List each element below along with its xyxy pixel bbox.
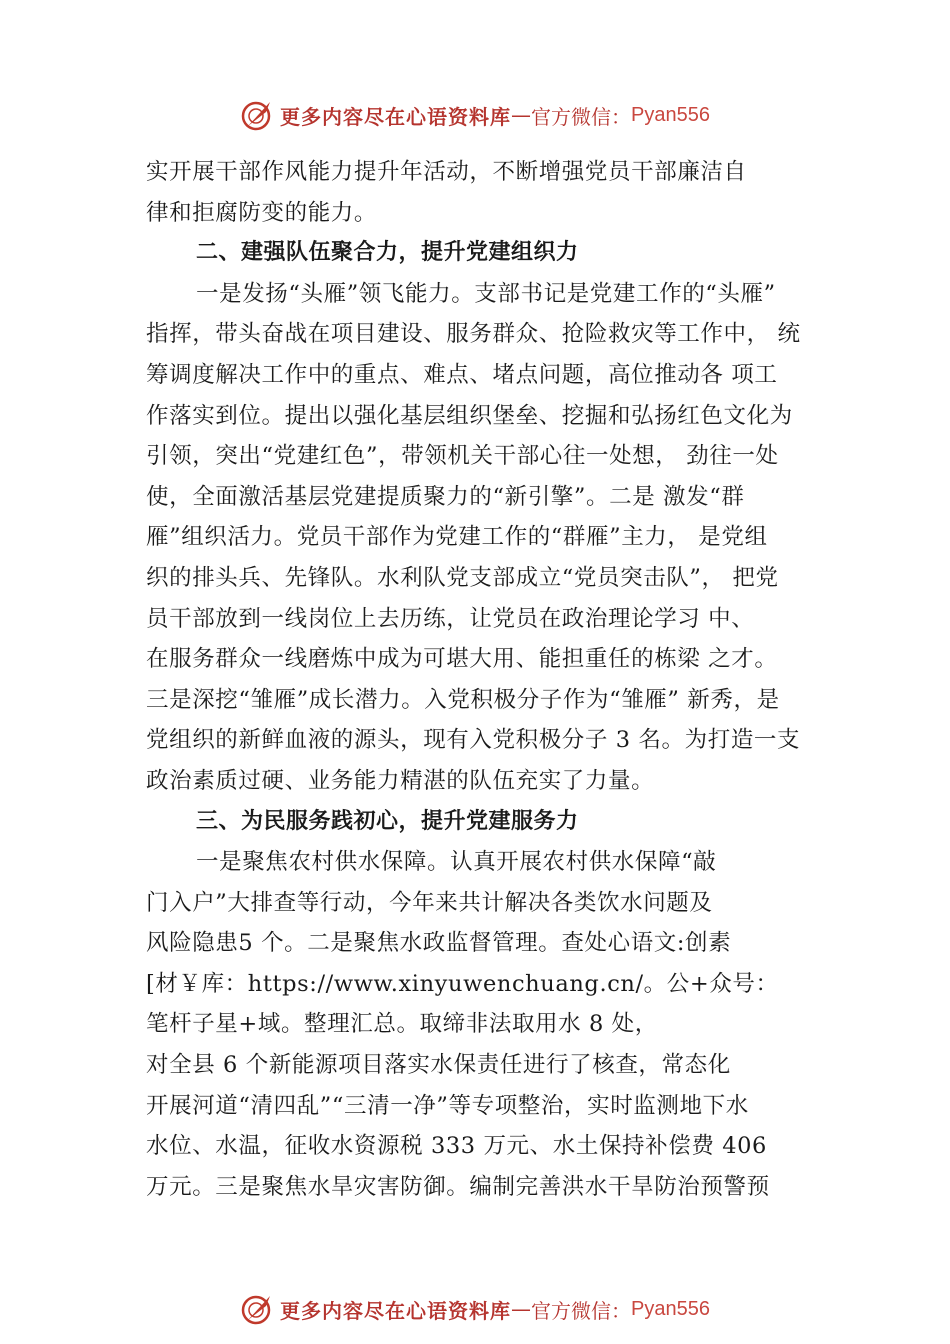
banner-wechat-id: Pyan556	[631, 1297, 710, 1320]
body-line: 使，全面激活基层党建提质聚力的“新引擎”。二是 激发“群	[146, 483, 745, 510]
banner-brand: 更多内容尽在心语资料库	[280, 1298, 511, 1323]
body-line: [材￥库：https://www.xinyuwenchuang.cn/。公+众号：	[146, 970, 779, 997]
banner-separator: —	[511, 1297, 531, 1321]
body-line: 对全县 6 个新能源项目落实水保责任进行了核查，常态化	[146, 1052, 731, 1079]
body-line: 律和拒腐防变的能力。	[146, 199, 378, 226]
body-line: 在服务群众一线磨炼中成为可堪大用、能担重任的栋梁 之才。	[146, 646, 778, 673]
body-line: 门入户”大排查等行动，今年来共计解决各类饮水问题及	[146, 889, 713, 916]
body-line: 水位、水温，征收水资源税 333 万元、水土保持补偿费 406	[146, 1133, 767, 1160]
footer-banner	[240, 1291, 710, 1327]
document-body	[146, 152, 836, 1207]
body-line: 织的排头兵、先锋队。水利队党支部成立“党员突击队”， 把党	[146, 564, 779, 591]
quill-pen-logo-icon	[240, 1292, 274, 1326]
body-line: 雁”组织活力。党员干部作为党建工作的“群雁”主力， 是党组	[146, 524, 768, 551]
banner-wechat-label: 官方微信：	[531, 1298, 631, 1323]
banner-brand: 更多内容尽在心语资料库	[280, 104, 511, 129]
banner-separator: —	[511, 103, 531, 127]
body-line: 三是深挖“雏雁”成长潜力。入党积极分子作为“雏雁” 新秀，是	[146, 686, 780, 713]
body-line: 笔杆子星+域。整理汇总。取缔非法取用水 8 处，	[146, 1011, 658, 1038]
body-line: 开展河道“清四乱”“三清一净”等专项整治，实时监测地下水	[146, 1092, 749, 1119]
body-line: 作落实到位。提出以强化基层组织堡垒、挖掘和弘扬红色文化为	[146, 402, 793, 429]
quill-pen-logo-icon	[240, 98, 274, 132]
body-line: 风险隐患5 个。二是聚焦水政监督管理。查处心语文:创素	[146, 930, 732, 957]
body-line: 政治素质过硬、业务能力精湛的队伍充实了力量。	[146, 767, 655, 794]
body-line: 党组织的新鲜血液的源头，现有入党积极分子 3 名。为打造一支	[146, 727, 801, 754]
header-banner	[240, 97, 710, 133]
body-line: 一是发扬“头雁”领飞能力。支部书记是党建工作的“头雁”	[196, 280, 776, 307]
section-heading: 二、建强队伍聚合力，提升党建组织力	[196, 240, 579, 266]
body-line: 万元。三是聚焦水旱灾害防御。编制完善洪水干旱防治预警预	[146, 1173, 770, 1200]
body-line: 筹调度解决工作中的重点、难点、堵点问题，高位推动各 项工	[146, 361, 778, 388]
body-line: 指挥，带头奋战在项目建设、服务群众、抢险救灾等工作中， 统	[146, 321, 801, 348]
body-line: 员干部放到一线岗位上去历练，让党员在政治理论学习 中、	[146, 605, 755, 632]
section-heading: 三、为民服务践初心，提升党建服务力	[196, 808, 579, 834]
banner-wechat-id: Pyan556	[631, 103, 710, 126]
body-line: 实开展干部作风能力提升年活动，不断增强党员干部廉洁自	[146, 159, 747, 185]
body-line: 一是聚焦农村供水保障。认真开展农村供水保障“敲	[196, 849, 717, 876]
body-line: 引领，突出“党建红色”，带领机关干部心往一处想， 劲往一处	[146, 443, 779, 470]
banner-wechat-label: 官方微信：	[531, 104, 631, 129]
